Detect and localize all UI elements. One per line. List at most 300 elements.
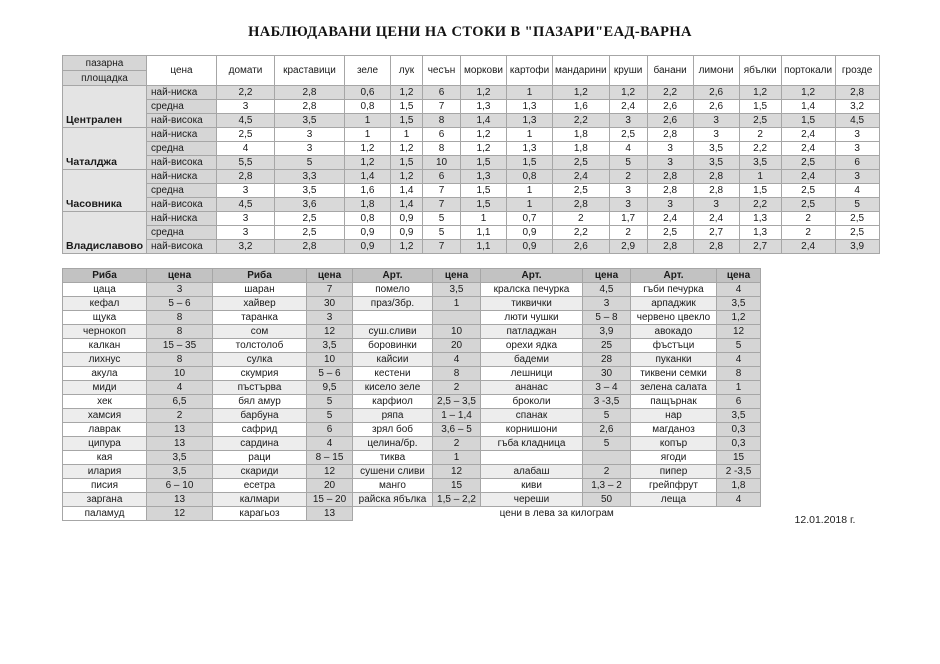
price-value: 3 — [647, 156, 693, 170]
item-price: 8 — [147, 311, 213, 325]
product-header: портокали — [781, 56, 835, 86]
market-table-header — [63, 56, 880, 86]
item-name: сушени сливи — [353, 465, 433, 479]
price-value: 3 — [275, 142, 345, 156]
item-name: пипер — [631, 465, 717, 479]
item-price: 1 — [433, 297, 481, 311]
item-name: таранка — [213, 311, 307, 325]
item-price: 2 — [433, 437, 481, 451]
item-name: паламуд — [63, 507, 147, 521]
market-name: Централен — [63, 86, 147, 128]
item-price: 2,5 – 3,5 — [433, 395, 481, 409]
item-name: барбуна — [213, 409, 307, 423]
item-name: илария — [63, 465, 147, 479]
price-value: 2,4 — [781, 128, 835, 142]
price-value: 2,5 — [781, 156, 835, 170]
product-header: домати — [217, 56, 275, 86]
product-header: мандарини — [553, 56, 610, 86]
item-price: 8 — [717, 367, 761, 381]
item-price: 1 — [433, 451, 481, 465]
price-value: 3 — [609, 198, 647, 212]
item-name: сулка — [213, 353, 307, 367]
price-value: 0,8 — [507, 170, 553, 184]
goods-column-header: Арт. — [353, 269, 433, 283]
price-value: 5 — [423, 226, 461, 240]
item-name: хек — [63, 395, 147, 409]
price-value: 4,5 — [217, 114, 275, 128]
price-value: 3 — [693, 128, 739, 142]
price-value: 1,1 — [461, 240, 507, 254]
product-header: моркови — [461, 56, 507, 86]
item-name: пащърнак — [631, 395, 717, 409]
price-value: 1 — [461, 212, 507, 226]
price-value: 1,2 — [781, 86, 835, 100]
price-value: 1,2 — [609, 86, 647, 100]
price-value: 1,4 — [391, 184, 423, 198]
price-value: 5 — [275, 156, 345, 170]
item-name: пуканки — [631, 353, 717, 367]
item-price: 1 – 1,4 — [433, 409, 481, 423]
price-value: 1,5 — [507, 156, 553, 170]
price-value: 2 — [553, 212, 610, 226]
price-value: 0,9 — [391, 226, 423, 240]
price-value: 2,5 — [275, 212, 345, 226]
price-value: 6 — [423, 170, 461, 184]
price-value: 2,4 — [647, 212, 693, 226]
item-name: хамсия — [63, 409, 147, 423]
item-price: 3,5 — [717, 297, 761, 311]
price-value: 1 — [345, 128, 391, 142]
goods-column-header: цена — [147, 269, 213, 283]
item-price: 4 — [147, 381, 213, 395]
market-table-row — [63, 184, 880, 198]
price-value: 2,5 — [553, 184, 610, 198]
price-value: 2,5 — [781, 184, 835, 198]
item-name: патладжан — [481, 325, 583, 339]
item-name: цаца — [63, 283, 147, 297]
item-name: помело — [353, 283, 433, 297]
price-value: 3,5 — [693, 156, 739, 170]
item-price: 4 — [717, 493, 761, 507]
item-price: 8 — [147, 325, 213, 339]
price-value: 5 — [423, 212, 461, 226]
goods-column-header: Арт. — [631, 269, 717, 283]
price-value: 1,2 — [391, 86, 423, 100]
item-price: 3,5 — [717, 409, 761, 423]
item-name: сардина — [213, 437, 307, 451]
price-value: 1,2 — [461, 128, 507, 142]
price-value: 1,2 — [739, 86, 781, 100]
item-name: миди — [63, 381, 147, 395]
item-name: лаврак — [63, 423, 147, 437]
price-value: 1,2 — [461, 86, 507, 100]
price-value: 3,5 — [693, 142, 739, 156]
price-value: 1,3 — [507, 100, 553, 114]
item-price: 15 — [433, 479, 481, 493]
item-price: 2,6 — [583, 423, 631, 437]
item-price: 20 — [433, 339, 481, 353]
price-value: 1,2 — [553, 86, 610, 100]
item-name: сафрид — [213, 423, 307, 437]
price-value: 0,8 — [345, 100, 391, 114]
product-header: картофи — [507, 56, 553, 86]
price-value: 2,9 — [609, 240, 647, 254]
price-value: 4 — [609, 142, 647, 156]
item-price: 13 — [307, 507, 353, 521]
item-name: бадеми — [481, 353, 583, 367]
price-value: 2,8 — [647, 240, 693, 254]
price-value: 2,6 — [647, 100, 693, 114]
price-value: 3 — [217, 212, 275, 226]
price-value: 1,4 — [781, 100, 835, 114]
item-price: 2 -3,5 — [717, 465, 761, 479]
price-value: 2,8 — [693, 240, 739, 254]
item-price: 3,5 — [147, 451, 213, 465]
item-name: скариди — [213, 465, 307, 479]
price-value: 8 — [423, 142, 461, 156]
price-value: 2,7 — [693, 226, 739, 240]
item-price: 6 — [717, 395, 761, 409]
price-value: 3 — [217, 100, 275, 114]
price-value: 7 — [423, 100, 461, 114]
item-price: 5 — [583, 409, 631, 423]
price-value: 2,8 — [647, 128, 693, 142]
market-name: Часовника — [63, 170, 147, 212]
item-price: 6 – 10 — [147, 479, 213, 493]
price-value: 3 — [217, 226, 275, 240]
price-value: 3,2 — [217, 240, 275, 254]
item-name: спанак — [481, 409, 583, 423]
market-table-row — [63, 142, 880, 156]
item-name: ананас — [481, 381, 583, 395]
goods-table-row — [63, 465, 761, 479]
price-value: 5,5 — [217, 156, 275, 170]
price-value: 3 — [217, 184, 275, 198]
item-name: раци — [213, 451, 307, 465]
item-price: 50 — [583, 493, 631, 507]
item-price: 8 – 15 — [307, 451, 353, 465]
goods-table-row — [63, 437, 761, 451]
item-name: щука — [63, 311, 147, 325]
item-price: 5 — [307, 409, 353, 423]
market-table-body — [63, 86, 880, 254]
price-value: 1 — [507, 184, 553, 198]
item-price: 10 — [307, 353, 353, 367]
product-header: банани — [647, 56, 693, 86]
price-value: 0,9 — [391, 212, 423, 226]
item-price: 2 — [583, 465, 631, 479]
item-price: 8 — [433, 367, 481, 381]
product-header: чесън — [423, 56, 461, 86]
price-type-label: средна — [147, 142, 217, 156]
item-name: боровинки — [353, 339, 433, 353]
item-price — [433, 311, 481, 325]
item-price: 6,5 — [147, 395, 213, 409]
goods-price-table — [62, 268, 761, 521]
item-price: 7 — [307, 283, 353, 297]
price-value: 3 — [609, 184, 647, 198]
price-value: 6 — [423, 86, 461, 100]
price-value: 1,3 — [461, 170, 507, 184]
price-type-label: най-висока — [147, 198, 217, 212]
market-table-row — [63, 170, 880, 184]
goods-table-row — [63, 423, 761, 437]
goods-table-row — [63, 297, 761, 311]
item-price: 20 — [307, 479, 353, 493]
item-name: целина/бр. — [353, 437, 433, 451]
item-price: 5 — [717, 339, 761, 353]
item-price: 15 — [717, 451, 761, 465]
item-name: чернокоп — [63, 325, 147, 339]
price-value: 2,8 — [275, 240, 345, 254]
item-name: зелена салата — [631, 381, 717, 395]
goods-table-row — [63, 493, 761, 507]
goods-table-row — [63, 311, 761, 325]
item-name: шаран — [213, 283, 307, 297]
price-value: 2,4 — [553, 170, 610, 184]
item-price: 8 — [147, 353, 213, 367]
item-price: 25 — [583, 339, 631, 353]
item-price: 3 — [307, 311, 353, 325]
price-value: 1 — [391, 128, 423, 142]
price-value: 3,2 — [835, 100, 879, 114]
item-name: сом — [213, 325, 307, 339]
item-price: 4 — [717, 353, 761, 367]
item-price: 13 — [147, 437, 213, 451]
goods-column-header: Риба — [63, 269, 147, 283]
price-value: 2,4 — [609, 100, 647, 114]
goods-table-row — [63, 381, 761, 395]
price-type-label: най-висока — [147, 114, 217, 128]
item-price: 30 — [307, 297, 353, 311]
price-value: 0,8 — [345, 212, 391, 226]
price-value: 1,1 — [461, 226, 507, 240]
item-name: череши — [481, 493, 583, 507]
item-name: грейпфрут — [631, 479, 717, 493]
item-price: 28 — [583, 353, 631, 367]
price-value: 1,5 — [391, 100, 423, 114]
goods-column-header: цена — [583, 269, 631, 283]
item-name: тиквени семки — [631, 367, 717, 381]
price-value: 3 — [835, 142, 879, 156]
item-price: 3 -3,5 — [583, 395, 631, 409]
goods-table-row — [63, 395, 761, 409]
price-value: 1,5 — [739, 100, 781, 114]
price-value: 1,3 — [739, 212, 781, 226]
price-value: 1,5 — [739, 184, 781, 198]
item-price: 3,5 — [147, 465, 213, 479]
price-value: 4,5 — [217, 198, 275, 212]
price-value: 0,9 — [507, 240, 553, 254]
market-name: Чаталджа — [63, 128, 147, 170]
goods-column-header: цена — [433, 269, 481, 283]
price-value: 0,6 — [345, 86, 391, 100]
price-value: 5 — [835, 198, 879, 212]
price-value: 1,6 — [553, 100, 610, 114]
price-value: 3,9 — [835, 240, 879, 254]
product-header: круши — [609, 56, 647, 86]
goods-table-header — [63, 269, 761, 283]
price-value: 3,6 — [275, 198, 345, 212]
price-value: 2,7 — [739, 240, 781, 254]
item-price: 12 — [307, 465, 353, 479]
item-name: червено цвекло — [631, 311, 717, 325]
item-price: 15 – 20 — [307, 493, 353, 507]
price-value: 2,5 — [835, 226, 879, 240]
item-name: толстолоб — [213, 339, 307, 353]
item-price: 1 — [717, 381, 761, 395]
price-value: 2,5 — [781, 198, 835, 212]
market-table-row — [63, 114, 880, 128]
goods-column-header: цена — [717, 269, 761, 283]
item-price: 4 — [717, 283, 761, 297]
price-value: 1,2 — [391, 142, 423, 156]
market-table-row — [63, 86, 880, 100]
price-value: 1,5 — [391, 156, 423, 170]
price-value: 2,5 — [553, 156, 610, 170]
corner-header-line2: площадка — [63, 71, 147, 86]
price-value: 2 — [739, 128, 781, 142]
item-price: 3,5 — [307, 339, 353, 353]
price-value: 1,2 — [391, 240, 423, 254]
item-price: 4,5 — [583, 283, 631, 297]
item-price: 1,5 – 2,2 — [433, 493, 481, 507]
item-price: 5 – 6 — [147, 297, 213, 311]
price-value: 2,5 — [217, 128, 275, 142]
item-price: 2 — [147, 409, 213, 423]
item-name: авокадо — [631, 325, 717, 339]
price-value: 2,2 — [217, 86, 275, 100]
item-price: 3 – 4 — [583, 381, 631, 395]
price-value: 7 — [423, 240, 461, 254]
price-value: 2,8 — [693, 170, 739, 184]
item-name: фъстъци — [631, 339, 717, 353]
price-value: 1 — [739, 170, 781, 184]
item-price: 10 — [433, 325, 481, 339]
price-value: 2 — [781, 212, 835, 226]
item-price: 1,3 – 2 — [583, 479, 631, 493]
price-value: 2,6 — [553, 240, 610, 254]
item-name: гъба кладница — [481, 437, 583, 451]
goods-table-row — [63, 367, 761, 381]
item-name: калкан — [63, 339, 147, 353]
price-value: 1,5 — [781, 114, 835, 128]
item-price: 5 — [307, 395, 353, 409]
goods-table-body — [63, 283, 761, 521]
market-table-row — [63, 100, 880, 114]
item-price: 12 — [147, 507, 213, 521]
goods-column-header: цена — [307, 269, 353, 283]
price-value: 8 — [423, 114, 461, 128]
item-name: лихнус — [63, 353, 147, 367]
item-name — [353, 311, 433, 325]
price-type-label: най-ниска — [147, 170, 217, 184]
price-value: 1,3 — [461, 100, 507, 114]
price-value: 3,5 — [275, 114, 345, 128]
price-value: 3 — [275, 128, 345, 142]
item-price: 30 — [583, 367, 631, 381]
item-price: 0,3 — [717, 437, 761, 451]
price-value: 1 — [507, 86, 553, 100]
item-price: 4 — [433, 353, 481, 367]
item-name: зрял боб — [353, 423, 433, 437]
product-header: грозде — [835, 56, 879, 86]
price-value: 3 — [647, 142, 693, 156]
item-name: тиква — [353, 451, 433, 465]
price-value: 0,9 — [345, 240, 391, 254]
corner-header-line1: пазарна — [63, 56, 147, 71]
item-price: 5 – 8 — [583, 311, 631, 325]
price-value: 2,8 — [275, 86, 345, 100]
item-name: кайсии — [353, 353, 433, 367]
price-type-label: най-висока — [147, 240, 217, 254]
item-name: акула — [63, 367, 147, 381]
item-price: 13 — [147, 493, 213, 507]
product-header: ябълки — [739, 56, 781, 86]
price-value: 1,8 — [553, 142, 610, 156]
price-value: 1,4 — [345, 170, 391, 184]
market-table-row — [63, 128, 880, 142]
market-price-table — [62, 55, 880, 254]
item-name: кралска печурка — [481, 283, 583, 297]
price-value: 2,6 — [693, 100, 739, 114]
price-value: 3 — [693, 198, 739, 212]
product-header: лимони — [693, 56, 739, 86]
price-value: 0,9 — [345, 226, 391, 240]
price-value: 1,5 — [461, 198, 507, 212]
item-name: корнишони — [481, 423, 583, 437]
page-title: НАБЛЮДАВАНИ ЦЕНИ НА СТОКИ В "ПАЗАРИ"ЕАД-ВАРНА — [248, 24, 692, 40]
price-value: 7 — [423, 184, 461, 198]
price-value: 1,5 — [461, 184, 507, 198]
price-type-label: най-ниска — [147, 86, 217, 100]
item-price: 10 — [147, 367, 213, 381]
item-name — [481, 451, 583, 465]
item-price: 3,6 – 5 — [433, 423, 481, 437]
price-value: 3,3 — [275, 170, 345, 184]
price-value: 2,8 — [217, 170, 275, 184]
market-table-row — [63, 198, 880, 212]
price-value: 2,5 — [739, 114, 781, 128]
price-value: 1,3 — [507, 142, 553, 156]
market-table-row — [63, 226, 880, 240]
item-name: праз/3бр. — [353, 297, 433, 311]
item-price: 1,8 — [717, 479, 761, 493]
item-name: тиквички — [481, 297, 583, 311]
item-price: 12 — [433, 465, 481, 479]
item-price — [583, 451, 631, 465]
product-header: лук — [391, 56, 423, 86]
price-value: 1,6 — [345, 184, 391, 198]
item-name: карфиол — [353, 395, 433, 409]
item-name: ципура — [63, 437, 147, 451]
price-type-header: цена — [147, 56, 217, 86]
goods-table-row — [63, 451, 761, 465]
price-value: 2,2 — [739, 142, 781, 156]
goods-table-row — [63, 339, 761, 353]
market-table-row — [63, 156, 880, 170]
item-name: копър — [631, 437, 717, 451]
item-name: лешници — [481, 367, 583, 381]
item-price: 4 — [307, 437, 353, 451]
item-name: бял амур — [213, 395, 307, 409]
item-price: 15 – 35 — [147, 339, 213, 353]
item-name: ряпа — [353, 409, 433, 423]
goods-table-row — [63, 283, 761, 297]
price-value: 1 — [507, 198, 553, 212]
price-value: 1,5 — [391, 114, 423, 128]
price-value: 2,4 — [693, 212, 739, 226]
